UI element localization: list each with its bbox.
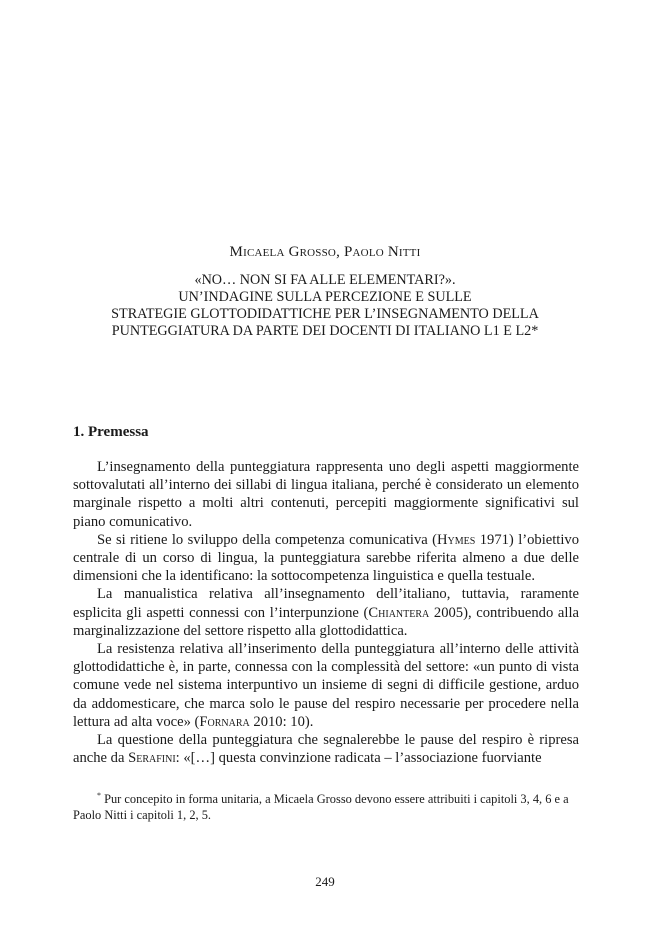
author-2: [344, 244, 420, 260]
paragraph-1: L’insegnamento della punteggiatura rappresenta uno degli aspetti maggiormente sottovalutati all’interno dei sillabi di lingua italiana, perché è considerato un elemento marginale rispetto a molti altri contenuti, percepiti maggiormente significativi sul piano comunicativo.: [73, 459, 579, 530]
author-1: [230, 244, 337, 260]
paragraph-4: [73, 640, 579, 731]
paragraph-3: [73, 585, 579, 640]
paragraph-5: [73, 731, 579, 767]
paragraph-2-text-a: Se si ritiene lo sviluppo della competenza comunicativa (: [97, 531, 437, 548]
footnote-marker: *: [97, 791, 101, 800]
citation-hymes: Hymes: [437, 531, 476, 548]
authors-line: [0, 244, 650, 261]
title-line-1: «NO… NON SI FA ALLE ELEMENTARI?».: [194, 272, 456, 288]
paragraph-5-text-b: : «[…] questa convinzione radicata – l’associazione fuorviante: [175, 750, 542, 767]
paragraph-5-text-a: La questione della punteggiatura che segnalerebbe le pause del respiro è ripresa anche da: [73, 732, 579, 767]
footnote: [73, 788, 579, 823]
citation-serafini: Serafini: [128, 750, 176, 767]
citation-chiantera: Chiantera: [368, 604, 430, 621]
author-1-last-name: Grosso: [288, 244, 337, 260]
chapter-title: [60, 272, 590, 340]
title-line-4: PUNTEGGIATURA DA PARTE DEI DOCENTI DI ITALIANO L1 E L2*: [111, 323, 539, 339]
author-separator: ,: [336, 244, 344, 260]
title-line-2: UN’INDAGINE SULLA PERCEZIONE E SULLE: [178, 289, 472, 305]
paragraph-3-text-a: La manualistica relativa all’insegnamento dell’italiano, tuttavia, raramente esplicita gli aspetti connessi con l’interpunzione (: [73, 586, 579, 621]
paragraph-4-text-a: La resistenza relativa all’inserimento della punteggiatura all’interno delle attività glottodidattiche è, in parte, connessa con la complessità del settore: «un punto di vista comune vede nel sistema interpuntivo un insieme di segni di difficile gestione, arduo da addomesticare, che marca solo le pause del respiro necessarie per procedere nella lettura ad alta voce» (: [73, 641, 579, 730]
title-line-3: STRATEGIE GLOTTODIDATTICHE PER L’INSEGNAMENTO DELLA: [111, 306, 539, 322]
citation-fornara: Fornara: [199, 713, 250, 730]
body-text: [73, 458, 579, 767]
footnote-text: Pur concepito in forma unitaria, a Micaela Grosso devono essere attribuiti i capitoli 3, 4, 6 e a Paolo Nitti i capitoli 1, 2, 5.: [73, 792, 569, 823]
paragraph-2-text-b: 1971) l’obiettivo centrale di un corso di lingua, la punteggiatura sarebbe riferita almeno a due delle dimensioni che la identificano: la sottocompetenza linguistica e quella testuale.: [73, 531, 579, 585]
paragraph-3-text-b: 2005), contribuendo alla marginalizzazione del settore rispetto alla glottodidattica.: [73, 604, 579, 639]
author-2-first-name: Paolo: [343, 244, 384, 260]
paragraph-4-text-b: 2010: 10).: [249, 713, 314, 730]
author-2-last-name: Nitti: [387, 244, 421, 260]
author-1-first-name: Micaela: [229, 244, 285, 260]
page-number: 249: [315, 874, 335, 889]
paragraph-2: [73, 531, 579, 586]
section-heading: 1. Premessa: [73, 424, 149, 440]
